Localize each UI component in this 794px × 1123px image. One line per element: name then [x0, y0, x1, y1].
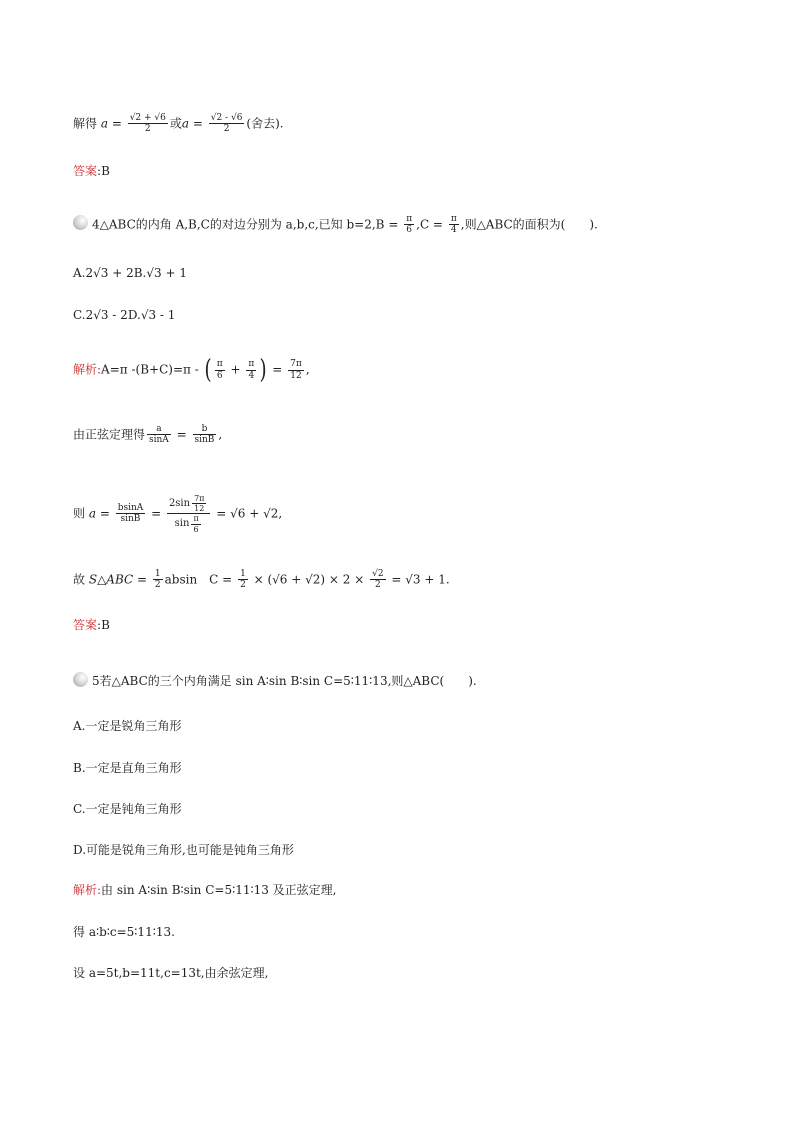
analysis-line-2: 由正弦定理得 $\frac{a}{\sin A}$ = $\frac{b}{\sin B}$ ,: [73, 424, 223, 446]
fraction: $\frac{1}{2}$: [154, 569, 161, 591]
question-number: 4: [92, 217, 100, 232]
question-bubble-icon: [73, 672, 88, 687]
fraction: $\frac{b}{\sin B}$: [194, 424, 215, 446]
fraction: $\frac{a}{\sin A}$: [149, 424, 169, 446]
analysis-line-3: 则 a = $\frac{bsinA}{\sin B}$ = 2sin $\frac{7\pi}{12}$ sin $\frac{\pi}{6}$ = √6 + √2,: [73, 494, 283, 534]
fraction: $\frac{√2 - √6}{2}$: [210, 113, 243, 135]
fraction: $\frac{√2}{2}$: [372, 569, 384, 591]
option-a: A.一定是锐角三角形: [73, 719, 182, 733]
option-d: D.√3 - 1: [127, 308, 176, 322]
option-c: C.一定是钝角三角形: [73, 802, 182, 816]
fraction: $\frac{\pi}{4}$: [248, 359, 255, 381]
analysis-label: 解析:: [73, 362, 102, 377]
fraction: $\frac{1}{2}$: [240, 569, 246, 591]
option-b: B.一定是直角三角形: [73, 761, 182, 775]
solve-label: 解得: [73, 116, 98, 131]
fraction: $\frac{\pi}{6}$: [406, 214, 413, 236]
question-5: 5若△ABC的三个内角满足 sin A∶sin B∶sin C=5∶11∶13,则△ABC( ).: [73, 674, 477, 689]
question-bubble-icon: [73, 215, 88, 230]
fraction: $\frac{√2 + √6}{2}$: [129, 113, 166, 135]
analysis-label: 解析:: [73, 883, 102, 897]
compound-fraction: 2sin $\frac{7\pi}{12}$ sin $\frac{\pi}{6}$: [167, 494, 211, 534]
options-ab: [73, 267, 187, 279]
fraction: $\frac{\pi}{6}$: [216, 359, 223, 381]
fraction: $\frac{bsinA}{\sin B}$: [117, 503, 144, 525]
options-cd: [73, 309, 175, 321]
analysis-5-line-3: 设 a=5t,b=11t,c=13t,由余弦定理,: [73, 966, 269, 980]
solution-line-1: 解得 a = $\frac{√2 + √6}{2}$ 或a = $\frac{√2 - √6}{2}$ (舍去).: [73, 113, 284, 135]
answer-line-2: 答案:B: [73, 618, 110, 632]
question-number: 5: [92, 674, 100, 688]
fraction: $\frac{7\pi}{12}$: [290, 359, 302, 381]
analysis-line-4: 故 S△ABC = $\frac{1}{2}$ absin C = $\frac{1}{2}$ × (√6 + √2) × 2 × $\frac{√2}{2}$ = √3 + 1.: [73, 569, 450, 591]
fraction: $\frac{\pi}{4}$: [450, 214, 457, 236]
analysis-5-line-1: 解析:由 sin A∶sin B∶sin C=5∶11∶13 及正弦定理,: [73, 883, 337, 897]
option-c: C.2√3 - 2: [73, 308, 128, 322]
analysis-line-1: 解析:A=π -(B+C)=π - ( $\frac{\pi}{6}$ + $\frac{\pi}{4}$ ) = $\frac{7\pi}{12}$ ,: [73, 355, 310, 385]
option-b: B.√3 + 1: [133, 266, 187, 280]
option-d: D.可能是锐角三角形,也可能是钝角三角形: [73, 843, 294, 857]
option-a: A.2√3 + 2: [73, 266, 134, 280]
question-4: 4△ABC的内角 A,B,C的对边分别为 a,b,c,已知 b=2,B = $\frac{\pi}{6}$ ,C = $\frac{\pi}{4}$ ,则△ABC的面积为( ).: [73, 214, 598, 236]
answer-line-1: 答案:B: [73, 164, 110, 178]
analysis-5-line-2: 得 a∶b∶c=5∶11∶13.: [73, 925, 175, 939]
